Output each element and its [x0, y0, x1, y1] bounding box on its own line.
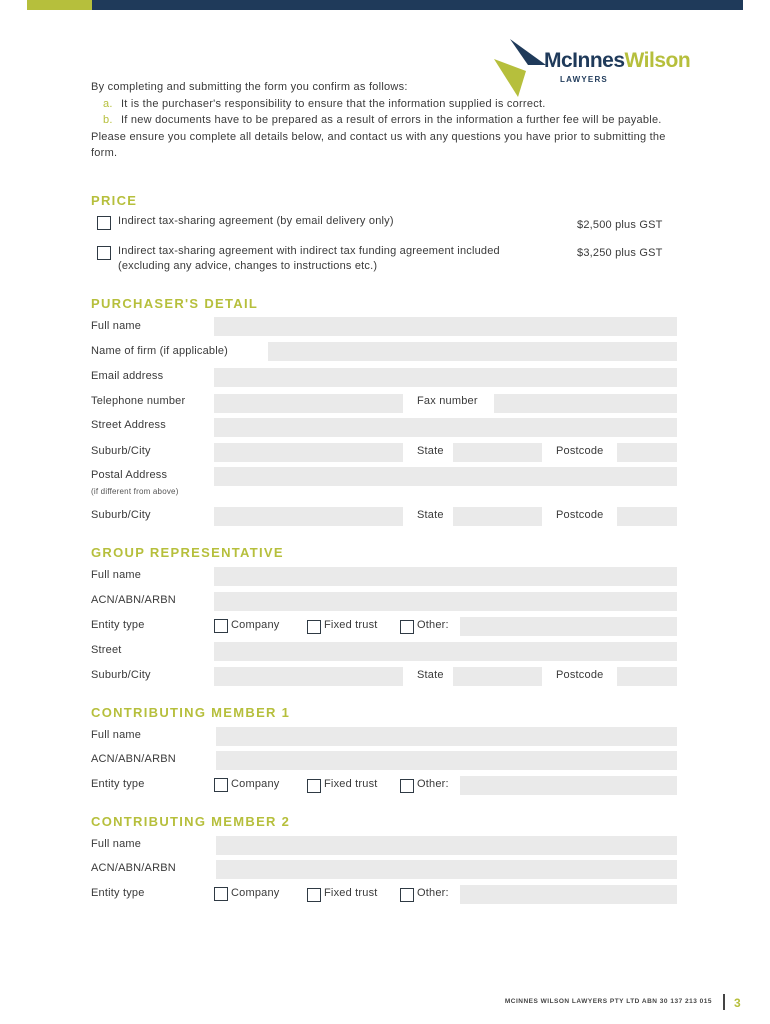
purchaser-postal-note: (if different from above)	[91, 487, 179, 496]
member2-entity-label: Entity type	[91, 887, 145, 899]
price-option-2-label: Indirect tax-sharing agreement with indirect tax funding agreement included (excluding any advice, changes to instructions etc.)	[118, 245, 500, 272]
group-other-field[interactable]	[460, 617, 677, 636]
group-postcode-field[interactable]	[617, 667, 677, 686]
purchaser-fax-label: Fax number	[417, 395, 478, 407]
group-company-checkbox[interactable]	[214, 619, 228, 633]
member1-fixed-trust-label: Fixed trust	[324, 778, 378, 790]
price-section-title: PRICE	[91, 193, 138, 208]
member1-other-label: Other:	[417, 778, 449, 790]
group-acn-label: ACN/ABN/ARBN	[91, 594, 176, 606]
purchaser-firm-label: Name of firm (if applicable)	[91, 345, 229, 357]
purchaser-state2-field[interactable]	[453, 507, 542, 526]
member1-acn-label: ACN/ABN/ARBN	[91, 753, 176, 765]
purchaser-suburb-field[interactable]	[214, 443, 403, 462]
intro-closing: Please ensure you complete all details below, and contact us with any questions you have prior to submitting the form.	[91, 130, 666, 159]
group-entity-label: Entity type	[91, 619, 145, 631]
purchaser-postcode-label: Postcode	[556, 445, 604, 457]
purchaser-postcode-field[interactable]	[617, 443, 677, 462]
purchaser-firm-field[interactable]	[268, 342, 677, 361]
group-full-name-label: Full name	[91, 569, 142, 581]
group-other-checkbox[interactable]	[400, 620, 414, 634]
member1-acn-field[interactable]	[216, 751, 677, 770]
purchaser-state-label: State	[417, 445, 444, 457]
purchaser-street-field[interactable]	[214, 418, 677, 437]
member1-section-title: CONTRIBUTING MEMBER 1	[91, 705, 291, 720]
group-suburb-label: Suburb/City	[91, 669, 151, 681]
group-street-label: Street	[91, 644, 122, 656]
top-color-bar	[27, 0, 743, 10]
purchaser-suburb2-label: Suburb/City	[91, 509, 151, 521]
price-option-1-label: Indirect tax-sharing agreement (by email delivery only)	[118, 215, 394, 227]
member1-other-checkbox[interactable]	[400, 779, 414, 793]
group-street-field[interactable]	[214, 642, 677, 661]
purchaser-postal-label: Postal Address	[91, 469, 168, 481]
member1-full-name-field[interactable]	[216, 727, 677, 746]
purchaser-postal-field[interactable]	[214, 467, 677, 486]
purchaser-telephone-label: Telephone number	[91, 395, 186, 407]
intro-text	[91, 79, 671, 162]
purchaser-email-field[interactable]	[214, 368, 677, 387]
group-fixed-trust-checkbox[interactable]	[307, 620, 321, 634]
purchaser-telephone-field[interactable]	[214, 394, 403, 413]
member1-entity-label: Entity type	[91, 778, 145, 790]
group-company-label: Company	[231, 619, 280, 631]
member2-acn-field[interactable]	[216, 860, 677, 879]
member2-other-field[interactable]	[460, 885, 677, 904]
intro-lead: By completing and submitting the form you confirm as follows:	[91, 81, 408, 93]
group-section-title: GROUP REPRESENTATIVE	[91, 545, 284, 560]
group-suburb-field[interactable]	[214, 667, 403, 686]
price-option-2-amount: $3,250 plus GST	[577, 247, 663, 259]
member2-other-checkbox[interactable]	[400, 888, 414, 902]
member1-company-checkbox[interactable]	[214, 778, 228, 792]
logo-name: McInnesWilson	[544, 49, 691, 72]
price-option-1-amount: $2,500 plus GST	[577, 219, 663, 231]
member1-other-field[interactable]	[460, 776, 677, 795]
purchaser-suburb2-field[interactable]	[214, 507, 403, 526]
footer-divider	[723, 994, 725, 1010]
purchaser-street-label: Street Address	[91, 419, 166, 431]
top-color-bar-accent	[27, 0, 92, 10]
member2-fixed-trust-label: Fixed trust	[324, 887, 378, 899]
group-state-field[interactable]	[453, 667, 542, 686]
member2-full-name-label: Full name	[91, 838, 142, 850]
intro-list	[91, 96, 671, 129]
purchaser-postcode2-field[interactable]	[617, 507, 677, 526]
group-fixed-trust-label: Fixed trust	[324, 619, 378, 631]
purchaser-postcode2-label: Postcode	[556, 509, 604, 521]
member2-full-name-field[interactable]	[216, 836, 677, 855]
member2-acn-label: ACN/ABN/ARBN	[91, 862, 176, 874]
purchaser-email-label: Email address	[91, 370, 164, 382]
purchaser-section-title: PURCHASER'S DETAIL	[91, 296, 259, 311]
price-option-2-checkbox[interactable]	[97, 246, 111, 260]
member2-fixed-trust-checkbox[interactable]	[307, 888, 321, 902]
group-full-name-field[interactable]	[214, 567, 677, 586]
page-number: 3	[734, 996, 741, 1010]
logo-subtitle: LAWYERS	[560, 75, 608, 84]
member2-company-label: Company	[231, 887, 280, 899]
purchaser-full-name-label: Full name	[91, 320, 142, 332]
member1-fixed-trust-checkbox[interactable]	[307, 779, 321, 793]
group-postcode-label: Postcode	[556, 669, 604, 681]
purchaser-state-field[interactable]	[453, 443, 542, 462]
footer-company-text: MCINNES WILSON LAWYERS PTY LTD ABN 30 137 213 015	[504, 998, 712, 1005]
purchaser-suburb-label: Suburb/City	[91, 445, 151, 457]
member2-section-title: CONTRIBUTING MEMBER 2	[91, 814, 291, 829]
member1-full-name-label: Full name	[91, 729, 142, 741]
member1-company-label: Company	[231, 778, 280, 790]
group-other-label: Other:	[417, 619, 449, 631]
purchaser-full-name-field[interactable]	[214, 317, 677, 336]
group-acn-field[interactable]	[214, 592, 677, 611]
member2-company-checkbox[interactable]	[214, 887, 228, 901]
intro-list-item: b. If new documents have to be prepared as a result of errors in the information a further fee will be payable.	[103, 114, 662, 126]
intro-list-item: a. It is the purchaser's responsibility to ensure that the information supplied is correct.	[103, 97, 546, 110]
member2-other-label: Other:	[417, 887, 449, 899]
purchaser-fax-field[interactable]	[494, 394, 677, 413]
price-option-1-checkbox[interactable]	[97, 216, 111, 230]
group-state-label: State	[417, 669, 444, 681]
purchaser-state2-label: State	[417, 509, 444, 521]
